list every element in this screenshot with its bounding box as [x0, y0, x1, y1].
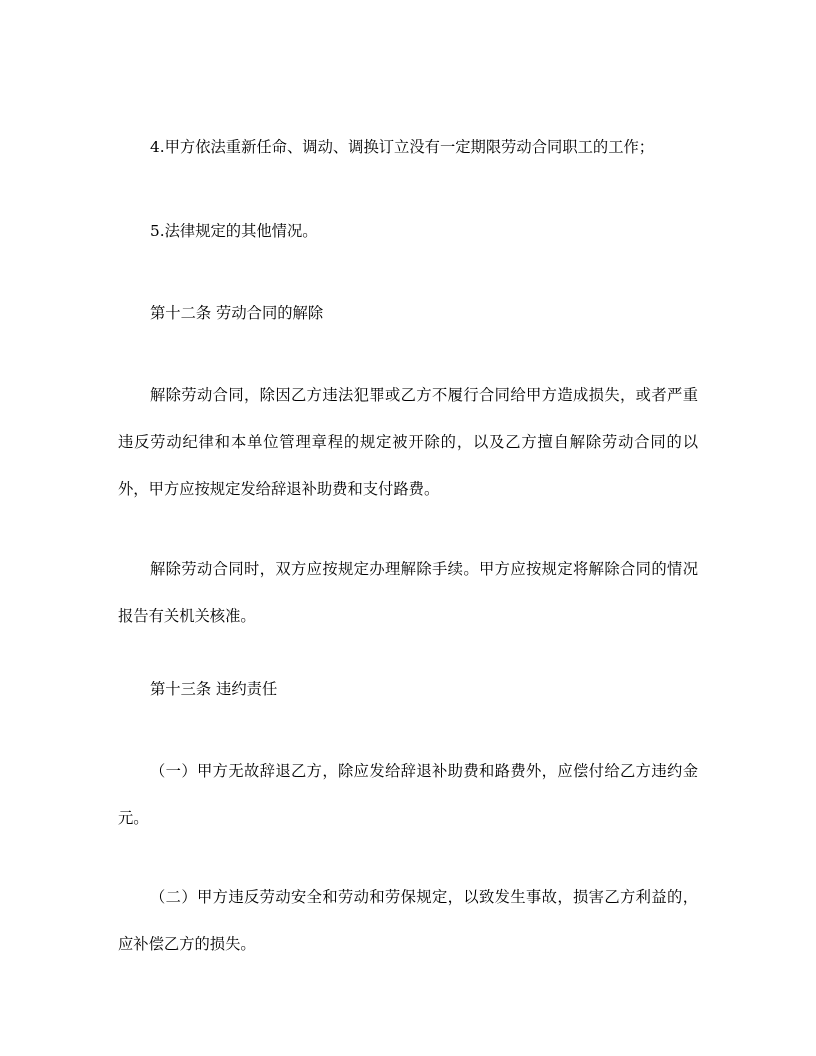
article-13-item-2: （二）甲方违反劳动安全和劳动和劳保规定，以致发生事故，损害乙方利益的，应补偿乙方的损失。: [118, 888, 698, 953]
article-13-heading: 第十三条 违约责任: [150, 680, 278, 698]
article-12-paragraph-2: 解除劳动合同时，双方应按规定办理解除手续。甲方应按规定将解除合同的情况报告有关机关核准。: [118, 560, 698, 625]
clause-item-4: 4.甲方依法重新任命、调动、调换订立没有一定期限劳动合同职工的工作；: [150, 138, 655, 156]
article-12-paragraph-1: 解除劳动合同，除因乙方违法犯罪或乙方不履行合同给甲方造成损失，或者严重违反劳动纪律和本单位管理章程的规定被开除的，以及乙方擅自解除劳动合同的以外，甲方应按规定发给辞退补助费和支付路费。: [118, 386, 698, 498]
article-13-item-1: （一）甲方无故辞退乙方，除应发给辞退补助费和路费外，应偿付给乙方违约金元。: [118, 762, 698, 827]
article-12-heading: 第十二条 劳动合同的解除: [150, 304, 324, 322]
clause-item-5: 5.法律规定的其他情况。: [150, 222, 318, 240]
